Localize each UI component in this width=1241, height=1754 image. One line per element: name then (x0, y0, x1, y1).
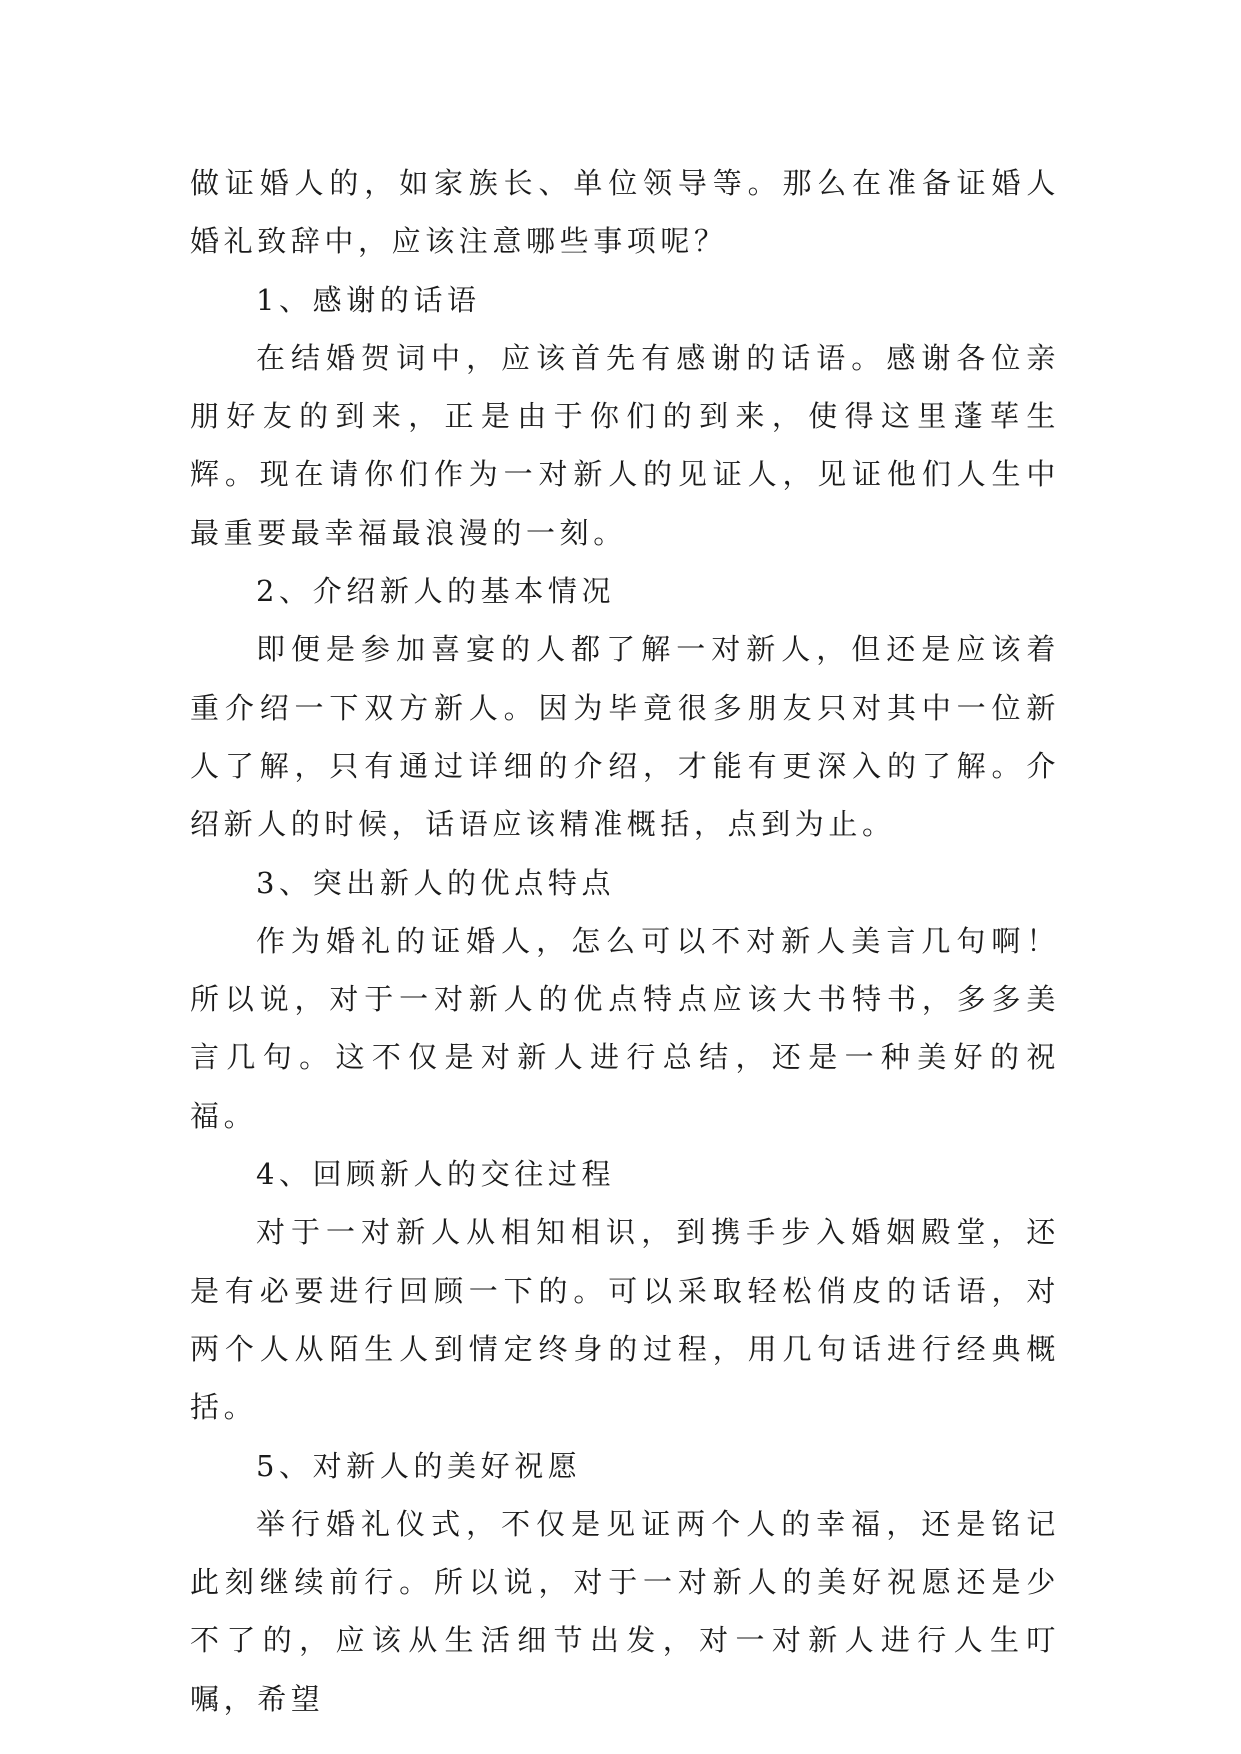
paragraph-blessings: 举行婚礼仪式，不仅是见证两个人的幸福，还是铭记此刻继续前行。所以说，对于一对新人的美好祝愿还是少不了的，应该从生活细节出发，对一对新人进行人生叮嘱，希望 (190, 1506, 1060, 1716)
paragraph-intro-continued: 做证婚人的，如家族长、单位领导等。那么在准备证婚人婚礼致辞中，应该注意哪些事项呢？ (190, 166, 1060, 259)
paragraph-review-relationship: 对于一对新人从相知相识，到携手步入婚姻殿堂，还是有必要进行回顾一下的。可以采取轻松俏皮的话语，对两个人从陌生人到情定终身的过程，用几句话进行经典概括。 (190, 1215, 1060, 1425)
paragraph-highlight-strengths: 作为婚礼的证婚人，怎么可以不对新人美言几句啊！所以说，对于一对新人的优点特点应该大书特书，多多美言几句。这不仅是对新人进行总结，还是一种美好的祝福。 (190, 923, 1060, 1133)
heading-review-relationship: 4、回顾新人的交往过程 (256, 1157, 616, 1192)
heading-highlight-strengths: 3、突出新人的优点特点 (256, 865, 616, 900)
paragraph-thanks: 在结婚贺词中，应该首先有感谢的话语。感谢各位亲朋好友的到来，正是由于你们的到来，使得这里蓬荜生辉。现在请你们作为一对新人的见证人，见证他们人生中最重要最幸福最浪漫的一刻。 (190, 340, 1060, 550)
heading-thanks: 1、感谢的话语 (256, 282, 481, 317)
document-body (190, 154, 1060, 1728)
heading-blessings: 5、对新人的美好祝愿 (256, 1448, 582, 1483)
paragraph-introduce-couple: 即便是参加喜宴的人都了解一对新人，但还是应该着重介绍一下双方新人。因为毕竟很多朋友只对其中一位新人了解，只有通过详细的介绍，才能有更深入的了解。介绍新人的时候，话语应该精准概括，点到为止。 (190, 632, 1060, 842)
heading-introduce-couple: 2、介绍新人的基本情况 (256, 574, 616, 609)
